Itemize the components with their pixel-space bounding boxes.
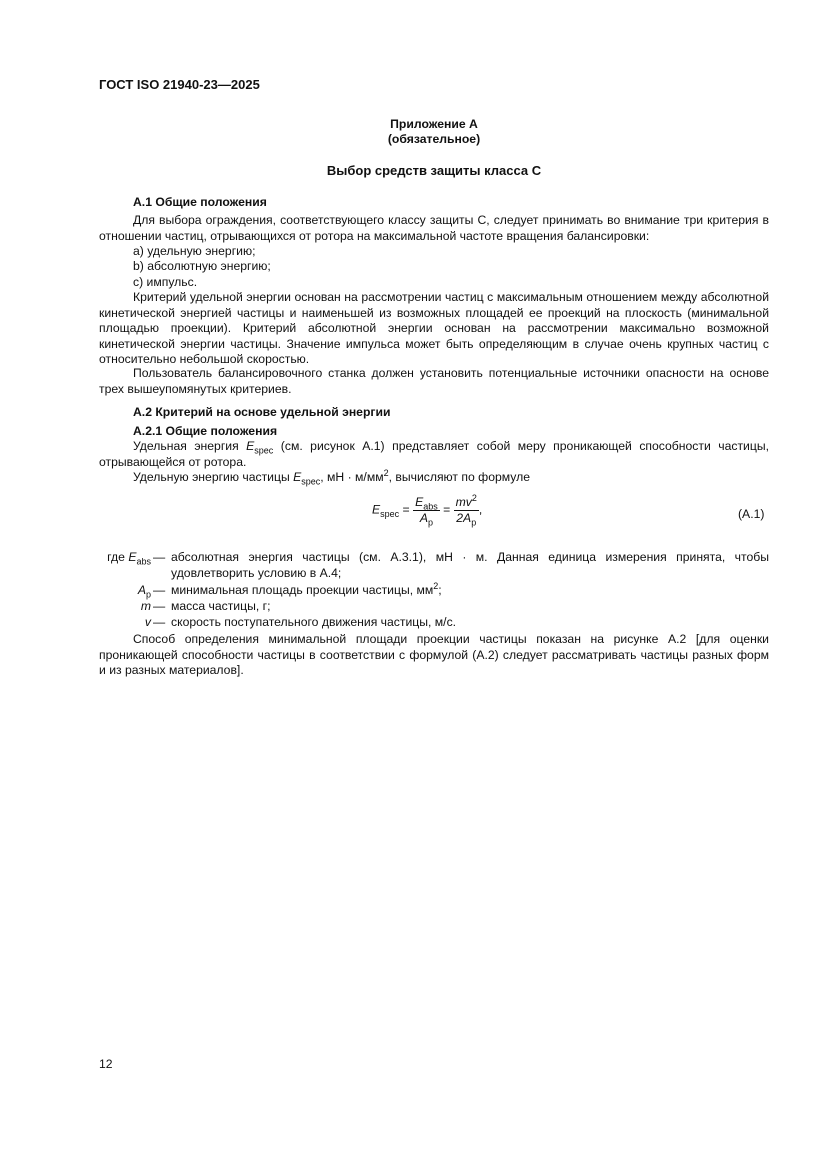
list-item-a: a) удельную энергию; [133, 244, 256, 258]
list-item-c: c) импульс. [133, 275, 198, 289]
formula-label: (А.1) [738, 507, 765, 521]
section-a21-paragraph-1: Удельная энергия $E_{spec}$ (см. рисунок А.1) представляет собой меру проникающей способности частицы, отрывающейся от ротора. [99, 439, 769, 469]
section-a21-heading: А.2.1 Общие положения [133, 424, 278, 438]
fraction-1: $\frac{E_{abs}}{A_p}$ [415, 495, 438, 528]
closing-paragraph: Способ определения минимальной площади проекции частицы показан на рисунке А.2 [для оценки проникающей способности частицы в соответствии с формулой (А.2) следует рассматривать частицы разных форм и из разных материалов]. [99, 632, 769, 678]
symbol-e: E [246, 439, 255, 453]
section-a1-paragraph-3: Пользователь балансировочного станка должен установить потенциальные источники опасности на основе трех вышеупомянутых критериев. [99, 366, 769, 396]
page-number: 12 [99, 1057, 113, 1071]
annex-heading: Выбор средств защиты класса С [326, 163, 542, 178]
formula-a1: $E_{spec}$ = $\frac{E_{abs}}{A_p}$ = $\frac{mv^2}{2A_p}$ , [372, 492, 483, 528]
fraction-2: $\frac{mv^2}{2A_p}$ [455, 492, 477, 528]
section-a1-heading: А.1 Общие положения [133, 195, 267, 209]
definition-m: m — масса частицы, г; [140, 599, 271, 613]
section-a2-heading: А.2 Критерий на основе удельной энергии [133, 405, 391, 419]
definition-a-p: $A_p$ — минимальная площадь проекции частицы, $мм^2$; [137, 580, 442, 600]
definition-v: v — скорость поступательного движения частицы, м/с. [144, 615, 457, 629]
standard-designation: ГОСТ ISO 21940-23—2025 [99, 77, 260, 92]
annex-status: (обязательное) [387, 132, 481, 146]
annex-title: Приложение А [390, 117, 478, 131]
section-a1-paragraph-1: Для выбора ограждения, соответствующего классу защиты С, следует принимать во внимание три критерия в отношении частиц, отрывающихся от ротора на максимальной частоте вращения балансировки: [99, 213, 769, 243]
list-item-b: b) абсолютную энергию; [133, 259, 271, 273]
section-a21-paragraph-2: Удельную энергию частицы $E_{spec}$, мН · $м/мм^2$, вычисляют по формуле [133, 467, 530, 487]
definition-e-abs: где $E_{abs}$ — абсолютная энергия частицы (см. А.3.1), мН · м. Данная единица измерения принята, чтобы удовлетворить условию в А.4; [107, 550, 769, 580]
section-a1-paragraph-2: Критерий удельной энергии основан на рассмотрении частиц с максимальным отношением между абсолютной кинетической энергией частицы и наименьшей из возможных площадей ее проекций на плоскость (минимальной площадью проекции). Критерий абсолютной энергии основан на рассмотрении максимально возможной кинетической энергии частицы. Значение импульса может быть определяющим в случае очень крупных частиц с относительно небольшой скоростью. [99, 290, 769, 367]
